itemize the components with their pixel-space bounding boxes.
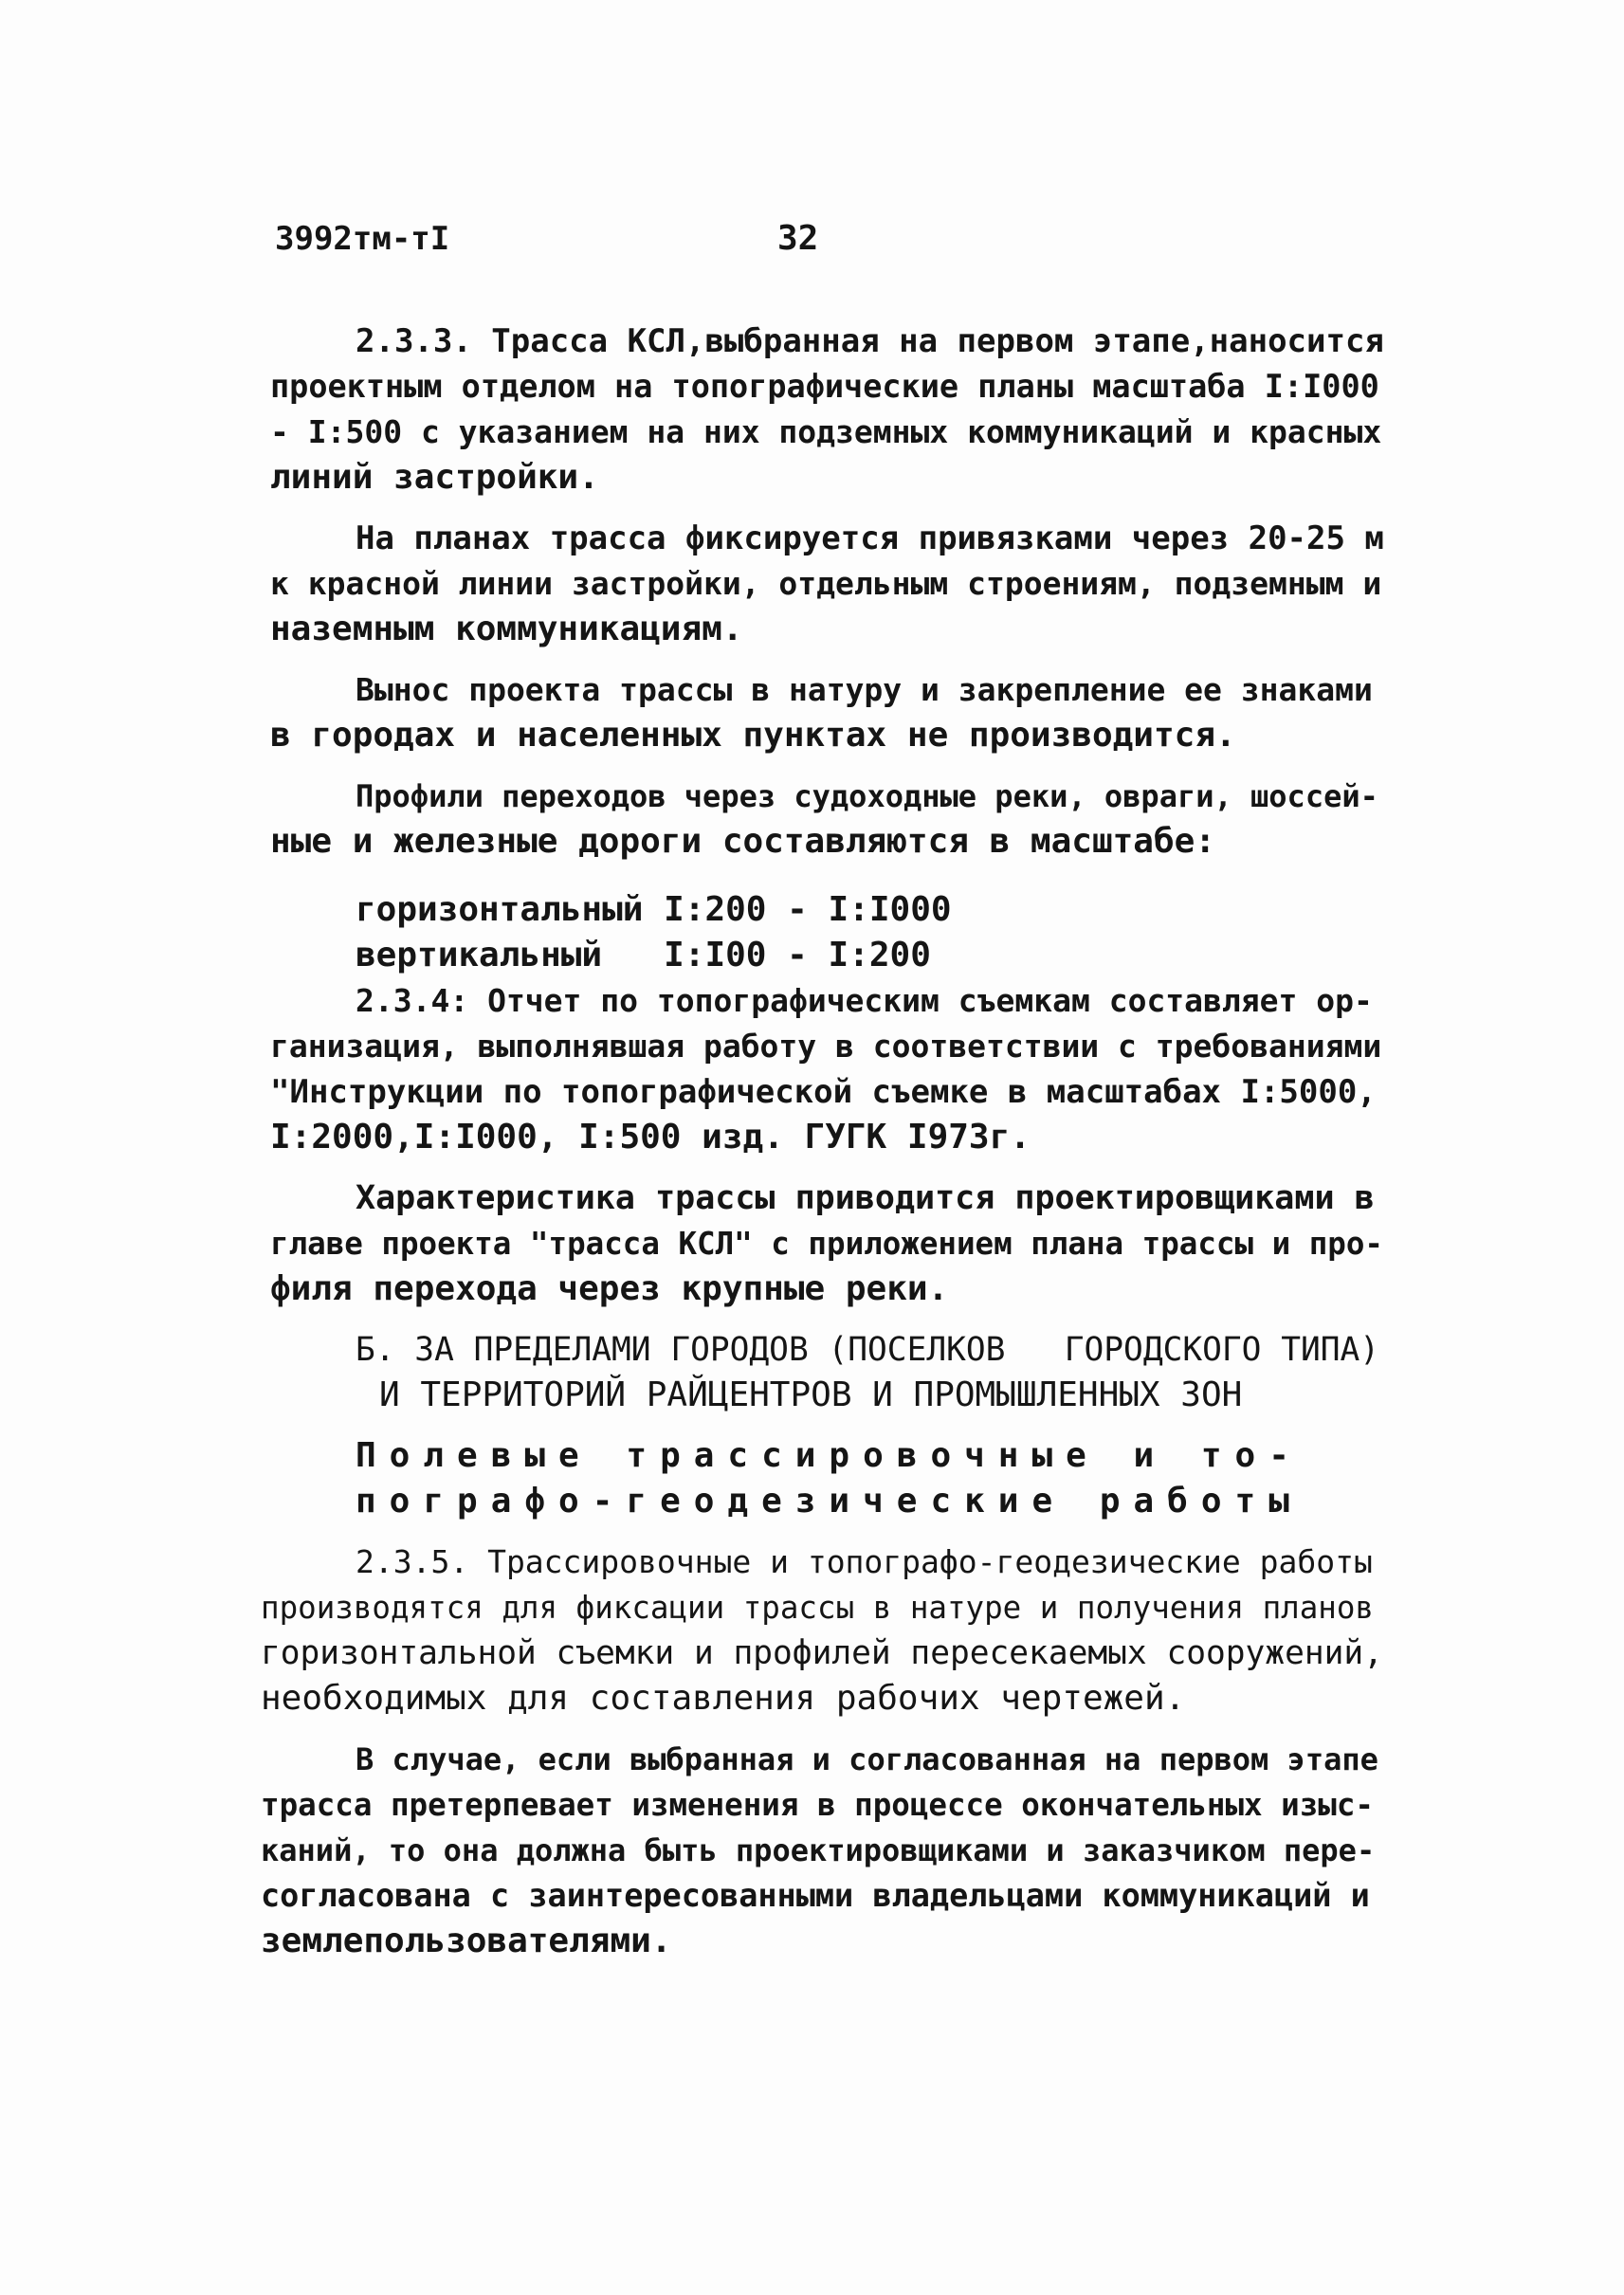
text-line: необходимых для составления рабочих чертежей. bbox=[261, 1679, 1186, 1718]
section-heading: И ТЕРРИТОРИЙ РАЙЦЕНТРОВ И ПРОМЫШЛЕННЫХ ЗОН bbox=[379, 1375, 1243, 1414]
subsection-heading: пографо-геодезические работы bbox=[356, 1482, 1303, 1521]
text-line: линий застройки. bbox=[270, 458, 599, 497]
text-line: землепользователями. bbox=[261, 1922, 672, 1960]
text-line: горизонтальной съемки и профилей пересекаемых сооружений, bbox=[261, 1634, 1383, 1672]
text-line: филя перехода через крупные реки. bbox=[270, 1269, 949, 1308]
section-heading: Б. ЗА ПРЕДЕЛАМИ ГОРОДОВ (ПОСЕЛКОВ ГОРОДСКОГО ТИПА) bbox=[356, 1331, 1380, 1369]
text-line: I:2000,I:I000, I:500 изд. ГУГК I973г. bbox=[270, 1118, 1031, 1157]
text-line: трасса претерпевает изменения в процессе окончательных изыс- bbox=[261, 1787, 1374, 1823]
text-line: главе проекта "трасса КСЛ" с приложением плана трассы и про- bbox=[270, 1226, 1383, 1262]
text-line: В случае, если выбранная и согласованная на первом этапе bbox=[356, 1741, 1378, 1777]
text-line: Профили переходов через судоходные реки, овраги, шоссей- bbox=[356, 778, 1378, 814]
subsection-heading: Полевые трассировочные и то- bbox=[356, 1436, 1303, 1475]
page-number: 32 bbox=[777, 219, 819, 258]
text-line: 2.3.3. Трасса КСЛ,выбранная на первом этапе,наносится bbox=[356, 322, 1384, 360]
text-line: Вынос проекта трассы в натуру и закрепление ее знаками bbox=[356, 671, 1373, 708]
text-line: 2.3.4: Отчет по топографическим съемкам составляет ор- bbox=[356, 982, 1373, 1019]
text-line: каний, то она должна быть проектировщиками и заказчиком пере- bbox=[261, 1832, 1376, 1868]
text-line: горизонтальный I:200 - I:I000 bbox=[356, 890, 952, 929]
document-code: 3992тм-тI bbox=[275, 220, 450, 258]
text-line: производятся для фиксации трассы в натуре и получения планов bbox=[261, 1590, 1374, 1626]
text-line: проектным отделом на топографические планы масштаба I:I000 bbox=[270, 368, 1379, 405]
text-line: Характеристика трассы приводится проектировщиками в bbox=[356, 1179, 1375, 1217]
text-line: вертикальный I:I00 - I:200 bbox=[356, 936, 931, 974]
text-line: в городах и населенных пунктах не производится. bbox=[270, 716, 1236, 755]
text-line: ганизация, выполнявшая работу в соответствии с требованиями bbox=[270, 1028, 1382, 1065]
text-line: к красной линии застройки, отдельным строениям, подземным и bbox=[270, 565, 1382, 602]
text-line: На планах трасса фиксируется привязками через 20-25 м bbox=[356, 519, 1384, 557]
text-line: согласована с заинтересованными владельцами коммуникаций и bbox=[261, 1877, 1370, 1914]
text-line: "Инструкции по топографической съемке в масштабах I:5000, bbox=[270, 1073, 1377, 1111]
text-line: наземным коммуникациям. bbox=[270, 610, 743, 648]
text-line: ные и железные дороги составляются в масштабе: bbox=[270, 822, 1215, 861]
text-line: 2.3.5. Трассировочные и топографо-геодезические работы bbox=[356, 1543, 1373, 1580]
text-line: - I:500 с указанием на них подземных коммуникаций и красных bbox=[270, 413, 1382, 450]
